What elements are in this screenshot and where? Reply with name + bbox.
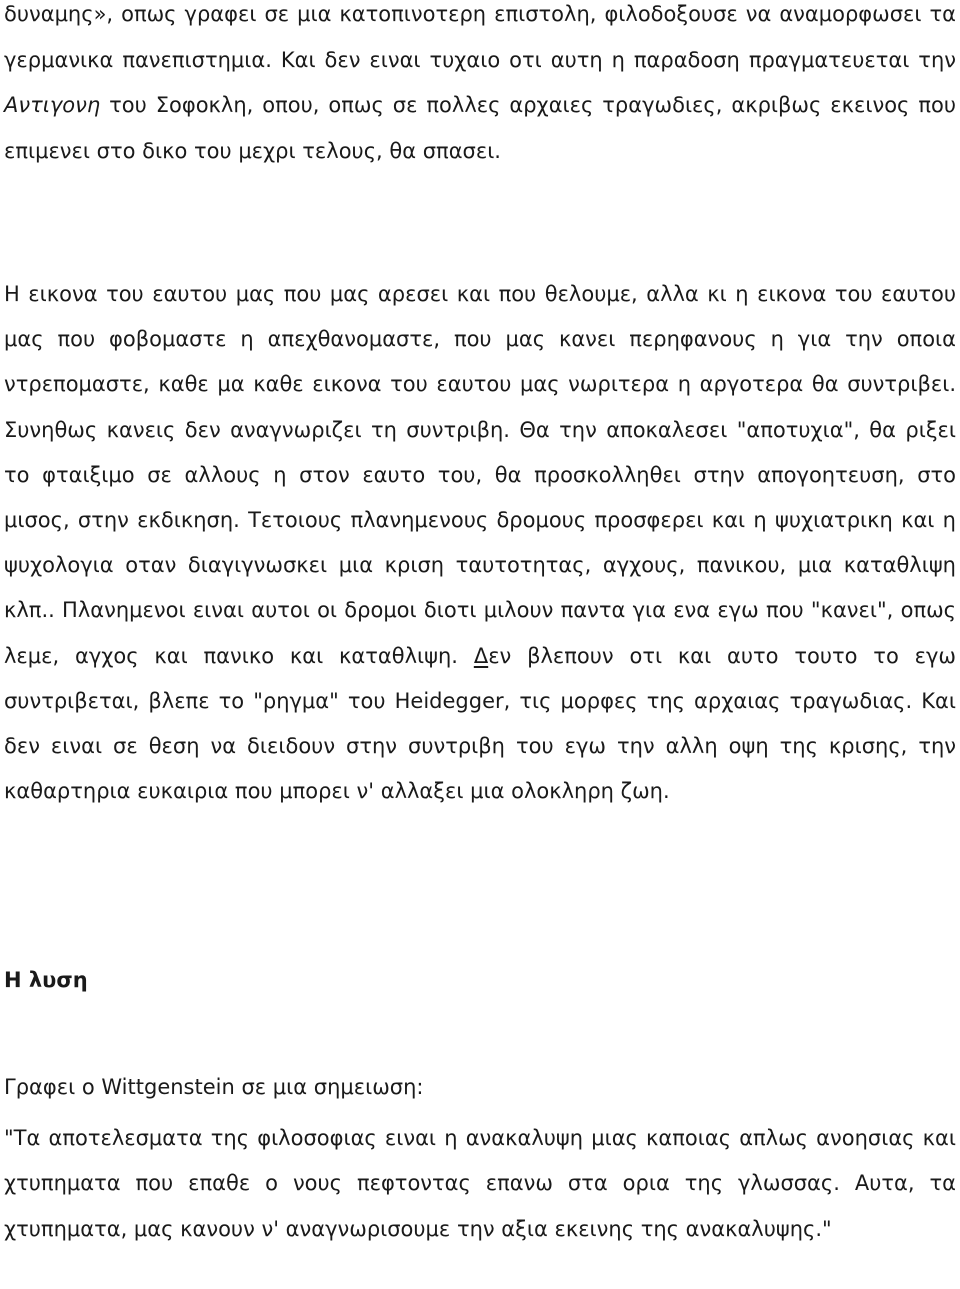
paragraph-text: δυναμης», οπως γραφει σε μια κατοπινοτερη επιστολη, φιλοδοξουσε να αναμορφωσει τα γερμανικα πανεπιστημια. Και δεν ειναι τυχαιο οτι αυτη η παραδοση πραγματευεται την — [4, 2, 956, 72]
underlined-letter: Δ — [473, 643, 489, 668]
paragraph-text: εν βλεπουν οτι και αυτο τουτο το εγω συντριβεται, βλεπε το "ρηγμα" του Heidegger, τις μορφες της αρχαιας τραγωδιας. Και δεν ειναι σε θεση να διειδουν στην συντριβη του εγω την αλλη οψη της κρισης, την καθαρτηρια ευκαιρια που μπορει ν' αλλαξει μια ολοκληρη ζωη. — [4, 643, 956, 804]
italic-title-antigone: Αντιγονη — [4, 93, 101, 117]
section-heading: Η λυση — [4, 968, 88, 992]
paragraph-self-image — [4, 272, 956, 814]
paragraph-text: Η εικονα του εαυτου μας που μας αρεσει και που θελουμε, αλλα κι η εικονα του εαυτου μας που φοβομαστε η απεχθανομαστε, που μας κανει περηφανους η για την οποια ντρεπομαστε, καθε μα καθε εικονα του εαυτου μας νωριτερα η αργοτερα θα συντριβει. Συνηθως κανεις δεν αναγνωριζει τη συντριβη. Θα την αποκαλεσει "αποτυχια", θα ριξει το φταιξιμο σε αλλους η στον εαυτο του, θα προσκολληθει στην απογοητευση, στο μισος, στην εκδικηση. Τετοιους πλανημενους δρομους προσφερει και η ψυχιατρικη και η ψυχολογια οταν διαγιγνωσκει μια κριση ταυτοτητας, αγχους, πανικου, μια καταθλιψη κλπ.. Πλανημενοι ειναι αυτοι οι δρομοι διοτι μιλουν παντα για ενα εγω που "κανει", οπως λεμε, αγχος και πανικο και καταθλιψη. — [4, 282, 956, 668]
paragraph-text: του Σοφοκλη, οπου, οπως σε πολλες αρχαιες τραγωδιες, ακριβως εκεινος που επιμενει στο δικο του μεχρι τελους, θα σπασει. — [4, 93, 956, 163]
wittgenstein-quote: "Τα αποτελεσματα της φιλοσοφιας ειναι η ανακαλυψη μιας καποιας απλως ανοησιας και χτυπηματα που επαθε ο νους πεφτοντας επανω στα ορια της γλωσσας. Αυτα, τα χτυπηματα, μας κανουν ν' αναγνωρισουμε την αξια εκεινης της ανακαλυψης." — [4, 1126, 956, 1241]
intro-line: Γραφει ο Wittgenstein σε μια σημειωση: — [4, 1075, 424, 1099]
paragraph-antigone — [4, 0, 956, 174]
